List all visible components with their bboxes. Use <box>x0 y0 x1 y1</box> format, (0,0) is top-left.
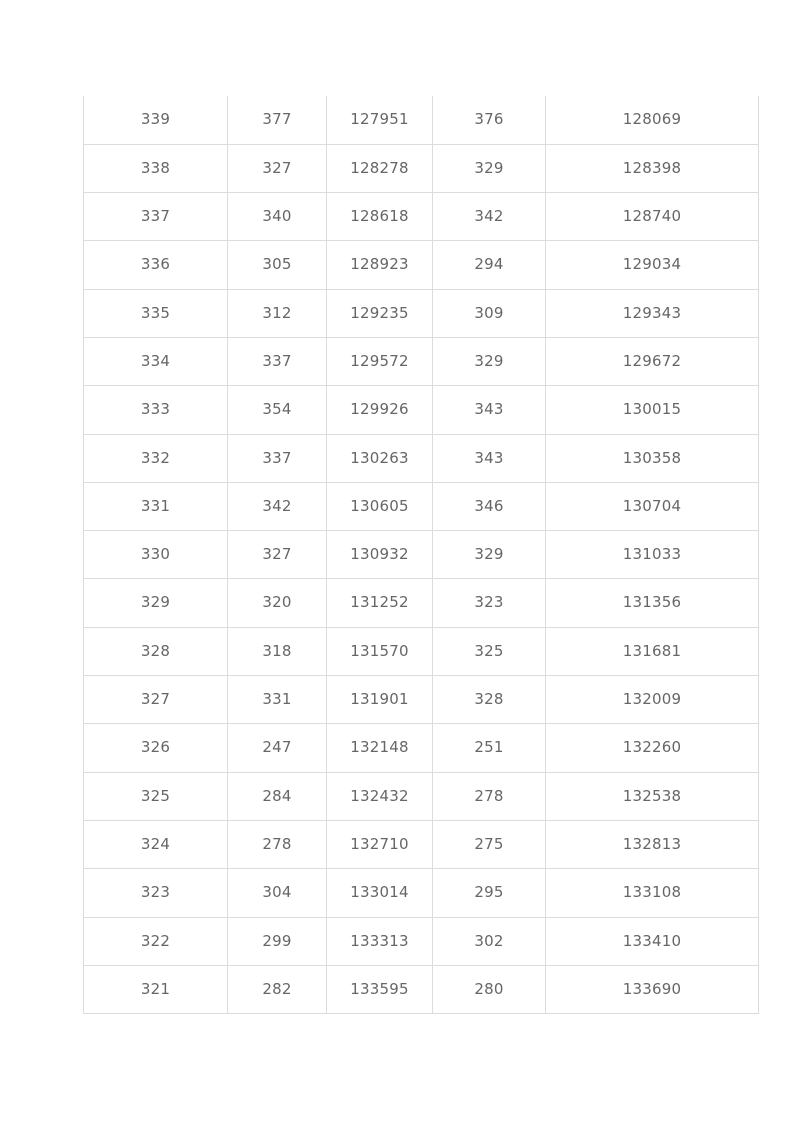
cumulative-cell-b: 133108 <box>546 869 759 917</box>
table-row <box>84 772 759 820</box>
count-cell-b: 295 <box>433 869 546 917</box>
count-cell: 337 <box>228 434 327 482</box>
score-table-container <box>83 96 758 1014</box>
cumulative-cell: 127951 <box>327 96 433 144</box>
count-cell: 340 <box>228 193 327 241</box>
count-cell-b: 325 <box>433 627 546 675</box>
count-cell: 354 <box>228 386 327 434</box>
table-row <box>84 579 759 627</box>
score-cell: 334 <box>84 337 228 385</box>
count-cell: 342 <box>228 482 327 530</box>
cumulative-cell-b: 130704 <box>546 482 759 530</box>
table-row <box>84 917 759 965</box>
score-cell: 322 <box>84 917 228 965</box>
cumulative-cell: 129235 <box>327 289 433 337</box>
cumulative-cell-b: 128398 <box>546 144 759 192</box>
count-cell-b: 329 <box>433 531 546 579</box>
score-table <box>83 96 759 1014</box>
score-cell: 339 <box>84 96 228 144</box>
table-row <box>84 676 759 724</box>
score-cell: 325 <box>84 772 228 820</box>
score-cell: 324 <box>84 820 228 868</box>
count-cell-b: 302 <box>433 917 546 965</box>
table-row <box>84 241 759 289</box>
count-cell-b: 278 <box>433 772 546 820</box>
score-cell: 337 <box>84 193 228 241</box>
cumulative-cell-b: 128069 <box>546 96 759 144</box>
count-cell-b: 376 <box>433 96 546 144</box>
count-cell: 318 <box>228 627 327 675</box>
count-cell: 377 <box>228 96 327 144</box>
score-cell: 323 <box>84 869 228 917</box>
cumulative-cell-b: 131356 <box>546 579 759 627</box>
cumulative-cell-b: 132538 <box>546 772 759 820</box>
cumulative-cell: 130263 <box>327 434 433 482</box>
table-row <box>84 820 759 868</box>
count-cell-b: 329 <box>433 337 546 385</box>
cumulative-cell: 128923 <box>327 241 433 289</box>
count-cell-b: 329 <box>433 144 546 192</box>
count-cell-b: 328 <box>433 676 546 724</box>
count-cell: 282 <box>228 965 327 1013</box>
cumulative-cell: 130605 <box>327 482 433 530</box>
score-cell: 338 <box>84 144 228 192</box>
cumulative-cell: 133014 <box>327 869 433 917</box>
cumulative-cell-b: 130358 <box>546 434 759 482</box>
count-cell: 331 <box>228 676 327 724</box>
count-cell-b: 294 <box>433 241 546 289</box>
cumulative-cell-b: 133690 <box>546 965 759 1013</box>
count-cell-b: 251 <box>433 724 546 772</box>
count-cell-b: 323 <box>433 579 546 627</box>
count-cell-b: 309 <box>433 289 546 337</box>
table-row <box>84 193 759 241</box>
score-cell: 336 <box>84 241 228 289</box>
count-cell: 304 <box>228 869 327 917</box>
score-cell: 333 <box>84 386 228 434</box>
count-cell-b: 275 <box>433 820 546 868</box>
cumulative-cell-b: 131033 <box>546 531 759 579</box>
cumulative-cell: 130932 <box>327 531 433 579</box>
table-row <box>84 965 759 1013</box>
cumulative-cell: 129572 <box>327 337 433 385</box>
table-row <box>84 869 759 917</box>
cumulative-cell-b: 133410 <box>546 917 759 965</box>
count-cell-b: 342 <box>433 193 546 241</box>
count-cell: 312 <box>228 289 327 337</box>
table-row <box>84 724 759 772</box>
table-row <box>84 337 759 385</box>
cumulative-cell: 128278 <box>327 144 433 192</box>
score-cell: 326 <box>84 724 228 772</box>
count-cell: 299 <box>228 917 327 965</box>
cumulative-cell-b: 130015 <box>546 386 759 434</box>
table-row <box>84 627 759 675</box>
table-row <box>84 386 759 434</box>
table-row <box>84 289 759 337</box>
count-cell: 320 <box>228 579 327 627</box>
count-cell: 327 <box>228 144 327 192</box>
count-cell-b: 343 <box>433 434 546 482</box>
score-cell: 335 <box>84 289 228 337</box>
cumulative-cell-b: 132813 <box>546 820 759 868</box>
score-cell: 332 <box>84 434 228 482</box>
score-cell: 328 <box>84 627 228 675</box>
table-row <box>84 434 759 482</box>
cumulative-cell-b: 129672 <box>546 337 759 385</box>
cumulative-cell: 132432 <box>327 772 433 820</box>
count-cell: 327 <box>228 531 327 579</box>
table-row <box>84 96 759 144</box>
cumulative-cell-b: 131681 <box>546 627 759 675</box>
score-table-body <box>84 96 759 1014</box>
table-row <box>84 144 759 192</box>
score-cell: 327 <box>84 676 228 724</box>
score-cell: 321 <box>84 965 228 1013</box>
score-cell: 329 <box>84 579 228 627</box>
count-cell-b: 346 <box>433 482 546 530</box>
count-cell: 337 <box>228 337 327 385</box>
table-row <box>84 482 759 530</box>
cumulative-cell: 128618 <box>327 193 433 241</box>
cumulative-cell: 132148 <box>327 724 433 772</box>
cumulative-cell-b: 132009 <box>546 676 759 724</box>
count-cell-b: 343 <box>433 386 546 434</box>
cumulative-cell: 131901 <box>327 676 433 724</box>
count-cell-b: 280 <box>433 965 546 1013</box>
score-cell: 331 <box>84 482 228 530</box>
cumulative-cell: 129926 <box>327 386 433 434</box>
table-row <box>84 531 759 579</box>
cumulative-cell-b: 132260 <box>546 724 759 772</box>
cumulative-cell: 133313 <box>327 917 433 965</box>
cumulative-cell-b: 129034 <box>546 241 759 289</box>
score-cell: 330 <box>84 531 228 579</box>
cumulative-cell: 132710 <box>327 820 433 868</box>
cumulative-cell: 131252 <box>327 579 433 627</box>
cumulative-cell: 131570 <box>327 627 433 675</box>
count-cell: 247 <box>228 724 327 772</box>
cumulative-cell-b: 128740 <box>546 193 759 241</box>
count-cell: 305 <box>228 241 327 289</box>
cumulative-cell-b: 129343 <box>546 289 759 337</box>
count-cell: 284 <box>228 772 327 820</box>
count-cell: 278 <box>228 820 327 868</box>
cumulative-cell: 133595 <box>327 965 433 1013</box>
